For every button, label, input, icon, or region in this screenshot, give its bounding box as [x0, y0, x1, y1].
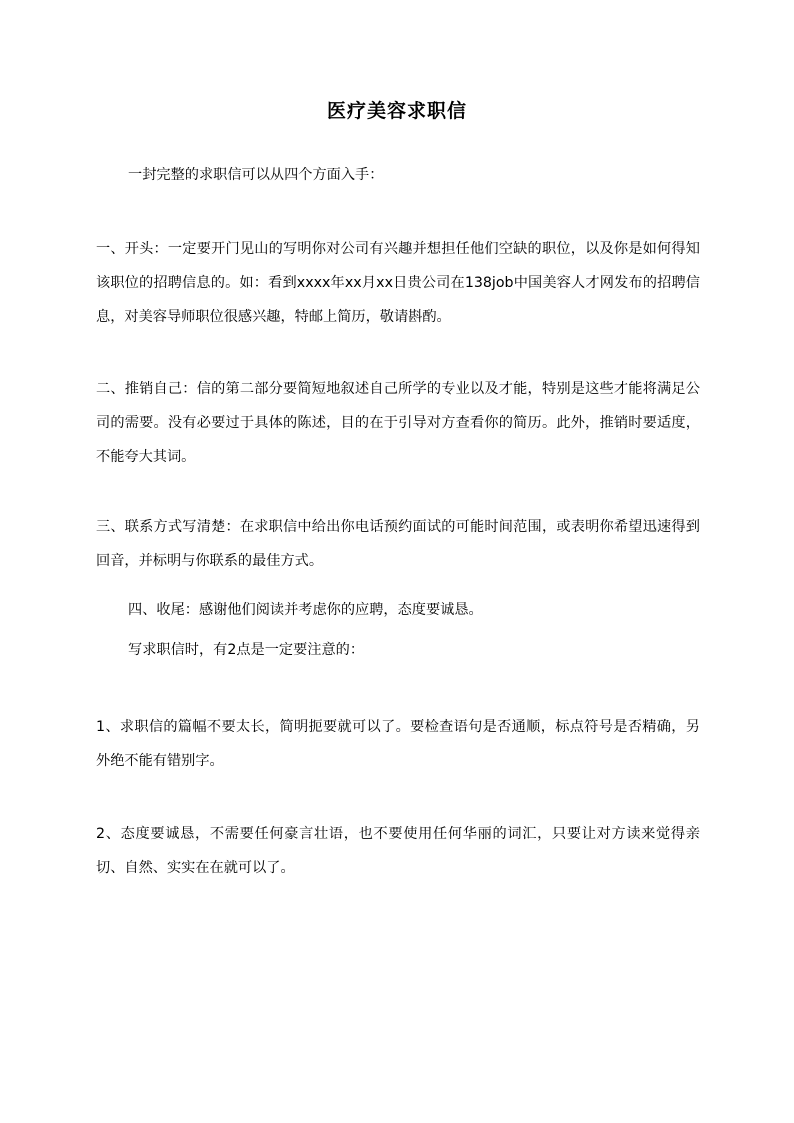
note-item-1: 1、求职信的篇幅不要太长，简明扼要就可以了。要检查语句是否通顺，标点符号是否精确，另外绝不能有错别字。: [96, 719, 700, 769]
section-opening-paragraph: 一、开头：一定要开门见山的写明你对公司有兴趣并想担任他们空缺的职位，以及你是如何得知该职位的招聘信息的。如：看到xxxx年xx月xx日贵公司在138job中国美容人才网发布的招聘信息，对美容导师职位很感兴趣，特邮上简历，敬请斟酌。: [96, 241, 700, 325]
note-item-2: 2、态度要诚恳，不需要任何豪言壮语，也不要使用任何华丽的词汇，只要让对方读来觉得亲切、自然、实实在在就可以了。: [96, 826, 700, 876]
section-contact-paragraph: 三、联系方式写清楚：在求职信中给出你电话预约面试的可能时间范围，或表明你希望迅速得到回音，并标明与你联系的最佳方式。: [96, 519, 700, 569]
section-closing-paragraph: 四、收尾：感谢他们阅读并考虑你的应聘，态度要诚恳。: [128, 602, 483, 618]
document-title: 医疗美容求职信: [326, 100, 467, 122]
intro-paragraph: 一封完整的求职信可以从四个方面入手：: [128, 167, 384, 183]
notes-intro-paragraph: 写求职信时，有2点是一定要注意的：: [128, 642, 365, 658]
section-self-promotion-paragraph: 二、推销自己：信的第二部分要简短地叙述自己所学的专业以及才能，特别是这些才能将满足公司的需要。没有必要过于具体的陈述，目的在于引导对方查看你的简历。此外，推销时要适度，不能夸大其词。: [96, 381, 700, 465]
